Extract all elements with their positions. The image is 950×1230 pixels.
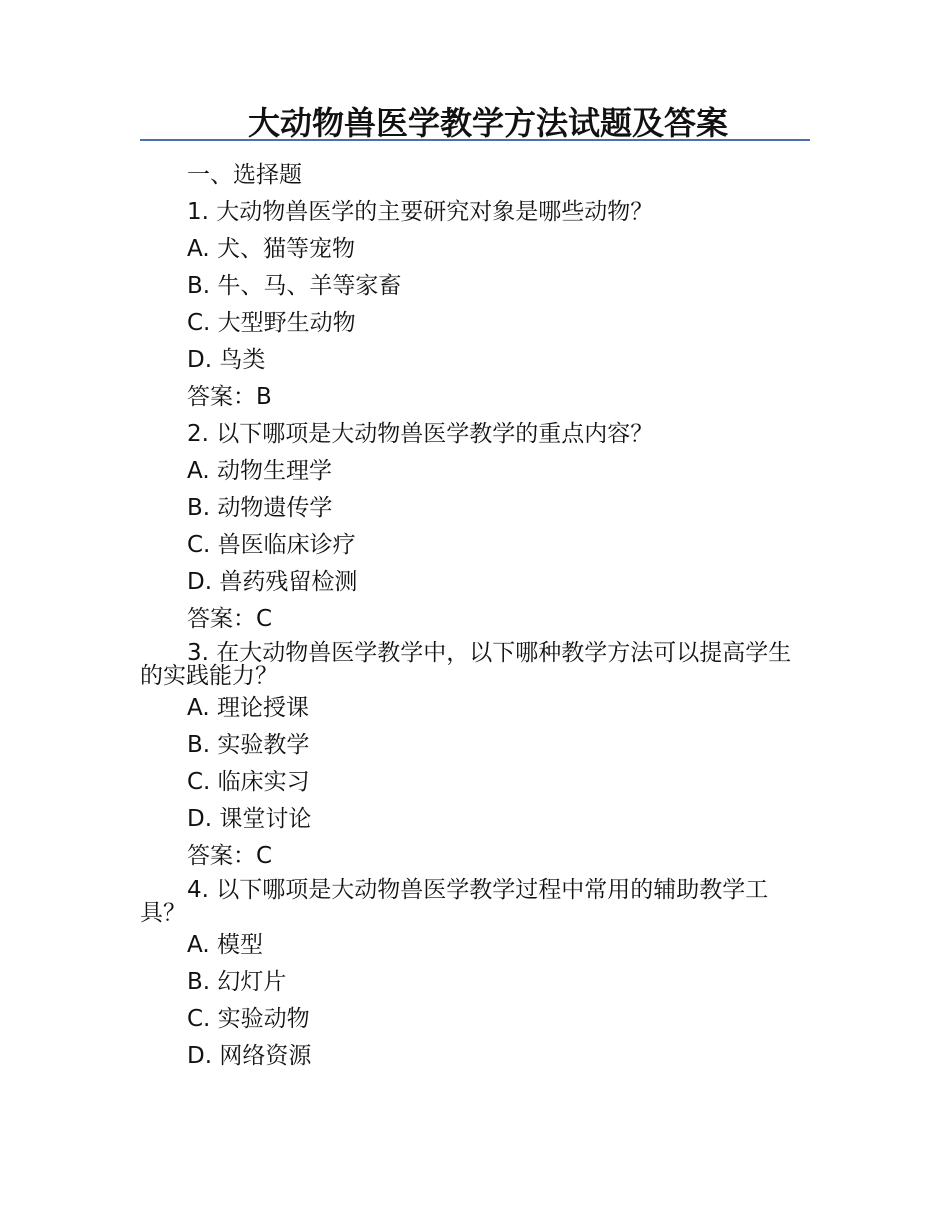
question-3-option-a: A. 理论授课 (187, 695, 309, 721)
document-title: 大动物兽医学教学方法试题及答案 (247, 104, 728, 142)
question-1-option-c: C. 大型野生动物 (187, 310, 356, 336)
question-1-answer: 答案：B (187, 384, 272, 410)
question-4-option-c: C. 实验动物 (187, 1006, 310, 1032)
document-body (140, 157, 810, 1075)
question-4-stem: 4. 以下哪项是大动物兽医学教学过程中常用的辅助教学工具？ (140, 877, 769, 926)
question-1-option-a: A. 犬、猫等宠物 (187, 236, 355, 262)
question-3-option-c: C. 临床实习 (187, 769, 310, 795)
question-2-answer: 答案：C (187, 606, 273, 632)
question-2-option-c: C. 兽医临床诊疗 (187, 532, 356, 558)
question-3-option-d: D. 课堂讨论 (187, 806, 312, 832)
question-2-option-b: B. 动物遗传学 (187, 495, 333, 521)
question-4-option-d: D. 网络资源 (187, 1043, 312, 1069)
question-2-option-d: D. 兽药残留检测 (187, 569, 358, 595)
question-2-stem: 2. 以下哪项是大动物兽医学教学的重点内容？ (187, 421, 654, 447)
question-3-answer: 答案：C (187, 843, 273, 869)
title-underline (140, 139, 810, 141)
question-1-option-d: D. 鸟类 (187, 347, 266, 373)
question-2-option-a: A. 动物生理学 (187, 458, 332, 484)
question-4-option-b: B. 幻灯片 (187, 969, 287, 995)
question-3-stem: 3. 在大动物兽医学教学中，以下哪种教学方法可以提高学生的实践能力？ (140, 640, 792, 689)
section-heading: 一、选择题 (187, 162, 302, 188)
question-4-option-a: A. 模型 (187, 932, 263, 958)
question-3-option-b: B. 实验教学 (187, 732, 310, 758)
question-1-stem: 1. 大动物兽医学的主要研究对象是哪些动物？ (187, 199, 654, 225)
question-1-option-b: B. 牛、马、羊等家畜 (187, 273, 402, 299)
